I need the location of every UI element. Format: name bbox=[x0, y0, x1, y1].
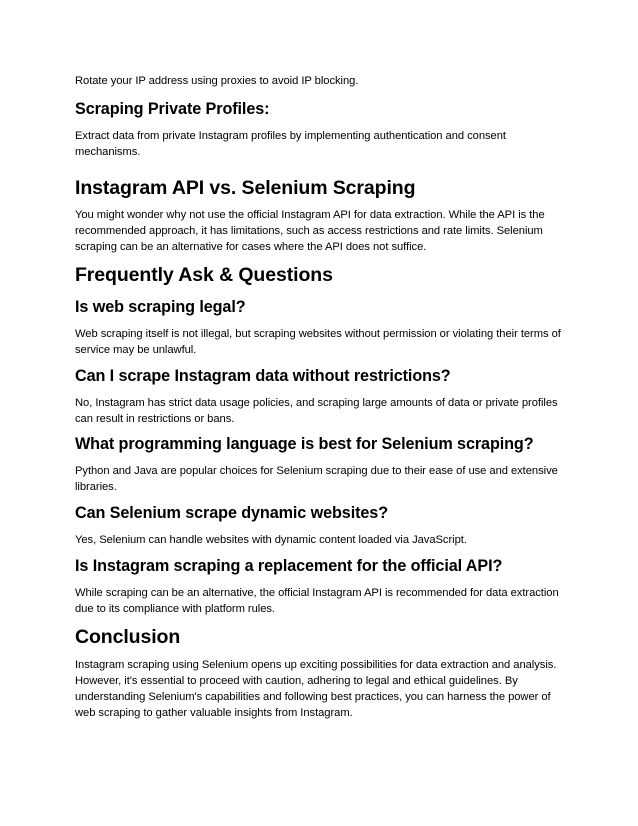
faq-answer: Web scraping itself is not illegal, but scraping websites without permission or violating their terms of service may be unlawful. bbox=[75, 328, 561, 356]
faq-answer: While scraping can be an alternative, the official Instagram API is recommended for data extraction due to its compliance with platform rules. bbox=[75, 587, 559, 615]
faq-answer: No, Instagram has strict data usage policies, and scraping large amounts of data or private profiles can result in restrictions or bans. bbox=[75, 397, 558, 425]
faq-question: What programming language is best for Selenium scraping? bbox=[75, 435, 534, 453]
faq-answer: Yes, Selenium can handle websites with dynamic content loaded via JavaScript. bbox=[75, 534, 467, 546]
heading-faq: Frequently Ask & Questions bbox=[75, 264, 333, 286]
heading-private-profiles: Scraping Private Profiles: bbox=[75, 100, 270, 118]
intro-line: Rotate your IP address using proxies to avoid IP blocking. bbox=[75, 75, 359, 87]
paragraph-api-vs-selenium: You might wonder why not use the official Instagram API for data extraction. While the API is the recommended approach, it has limitations, such as access restrictions and rate limits. Selenium scraping can be an alternative for cases where the API does not suffice. bbox=[75, 209, 545, 253]
heading-conclusion: Conclusion bbox=[75, 626, 181, 648]
faq-question: Is Instagram scraping a replacement for the official API? bbox=[75, 557, 503, 575]
faq-question: Can I scrape Instagram data without restrictions? bbox=[75, 367, 451, 385]
paragraph-conclusion: Instagram scraping using Selenium opens up exciting possibilities for data extraction and analysis. However, it's essential to proceed with caution, adhering to legal and ethical guidelines. By understanding Selenium's capabilities and following best practices, you can harness the power of web scraping to gather valuable insights from Instagram. bbox=[75, 659, 557, 719]
faq-answer: Python and Java are popular choices for Selenium scraping due to their ease of use and extensive libraries. bbox=[75, 465, 558, 493]
paragraph-private-profiles: Extract data from private Instagram profiles by implementing authentication and consent mechanisms. bbox=[75, 130, 506, 158]
faq-question: Can Selenium scrape dynamic websites? bbox=[75, 504, 388, 522]
faq-question: Is web scraping legal? bbox=[75, 298, 246, 316]
heading-api-vs-selenium: Instagram API vs. Selenium Scraping bbox=[75, 177, 416, 199]
